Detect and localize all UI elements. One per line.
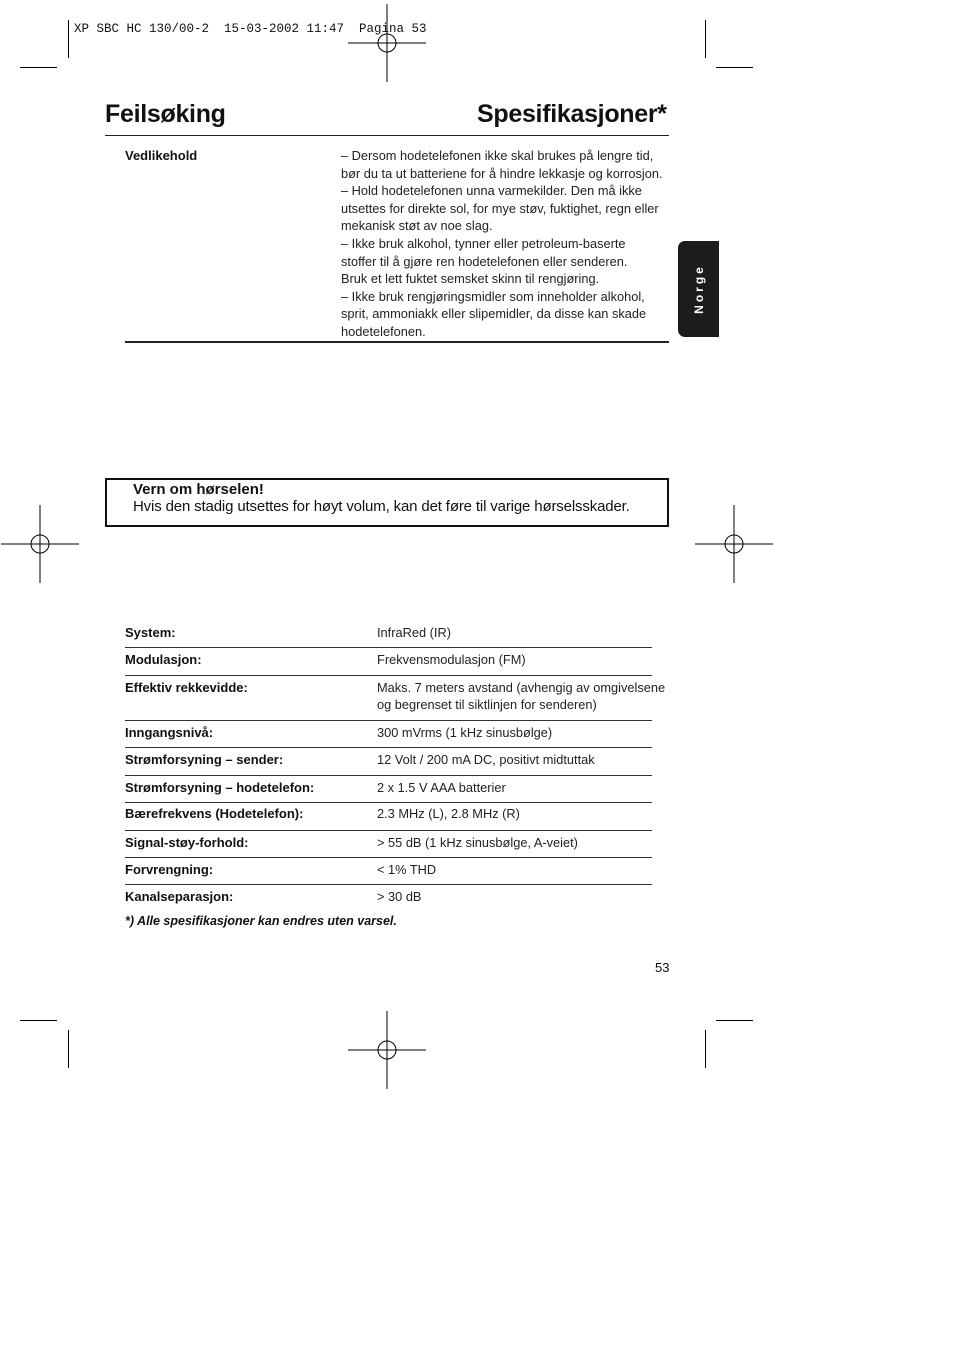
specifications-table: [125, 620, 666, 911]
spec-value: og begrenset til siktlinjen for senderen): [377, 697, 597, 712]
spec-row: [125, 776, 652, 803]
spec-value: InfraRed (IR): [377, 625, 451, 640]
spec-value: Frekvensmodulasjon (FM): [377, 652, 526, 667]
spec-value: 2.3 MHz (L), 2.8 MHz (R): [377, 806, 520, 821]
spec-label: Signal-støy-forhold:: [125, 835, 249, 850]
specifications-footnote: *) Alle spesifikasjoner kan endres uten varsel.: [125, 914, 397, 928]
maintenance-line: – Dersom hodetelefonen ikke skal brukes på lengre tid,: [341, 148, 654, 163]
registration-mark-left: [1, 505, 79, 583]
spec-label: System:: [125, 625, 176, 640]
spec-row: [125, 858, 652, 885]
warning-text: Hvis den stadig utsettes for høyt volum, kan det føre til varige hørselsskader.: [133, 498, 630, 515]
spec-row: [125, 721, 652, 748]
crop-mark: [716, 67, 753, 68]
maintenance-divider: [125, 341, 669, 343]
maintenance-line: mekanisk støt av noe slag.: [341, 218, 493, 234]
crop-mark: [20, 1020, 57, 1021]
crop-mark: [68, 20, 69, 58]
crop-mark: [68, 1030, 69, 1068]
spec-value: > 55 dB (1 kHz sinusbølge, A-veiet): [377, 835, 578, 850]
spec-value: Maks. 7 meters avstand (avhengig av omgivelsene: [377, 680, 666, 695]
side-tab-label: Norge: [691, 264, 706, 314]
spec-row: [125, 885, 652, 911]
maintenance-line: – Hold hodetelefonen unna varmekilder. Den må ikke: [341, 183, 642, 199]
page-number: 53: [655, 960, 670, 975]
maintenance-label: Vedlikehold: [125, 148, 198, 163]
spec-label: Kanalseparasjon:: [125, 889, 234, 904]
spec-label: Bærefrekvens (Hodetelefon):: [125, 806, 304, 821]
spec-value: 300 mVrms (1 kHz sinusbølge): [377, 725, 553, 740]
title-divider: [105, 135, 669, 136]
spec-row: [125, 748, 652, 776]
section-title-troubleshooting: Feilsøking: [105, 100, 226, 128]
spec-label: Forvrengning:: [125, 862, 214, 877]
warning-title: Vern om hørselen!: [133, 481, 264, 498]
maintenance-line: sprit, ammoniakk eller slipemidler, da disse kan skade: [341, 306, 647, 322]
crop-mark: [705, 1030, 706, 1068]
printer-slug: XP SBC HC 130/00-2 15-03-2002 11:47 Pagina 53: [74, 22, 427, 36]
maintenance-line: stoffer til å gjøre ren hodetelefonen eller senderen.: [341, 253, 628, 269]
maintenance-line: Bruk et lett fuktet semsket skinn til rengjøring.: [341, 271, 600, 287]
crop-mark: [20, 67, 57, 68]
spec-row: [125, 620, 652, 648]
spec-row: [125, 803, 652, 831]
crop-mark: [716, 1020, 753, 1021]
section-title-specifications: Spesifikasjoner*: [477, 100, 667, 128]
registration-mark-bottom: [348, 1011, 426, 1089]
spec-label: Strømforsyning – sender:: [125, 752, 284, 767]
spec-label: Inngangsnivå:: [125, 725, 214, 740]
registration-mark-top: [348, 4, 426, 82]
spec-row: [125, 831, 652, 858]
registration-mark-right: [695, 505, 773, 583]
maintenance-text: [341, 147, 671, 341]
maintenance-line: – Ikke bruk rengjøringsmidler som inneholder alkohol,: [341, 288, 645, 304]
spec-value: 12 Volt / 200 mA DC, positivt midtuttak: [377, 752, 595, 767]
maintenance-line: hodetelefonen.: [341, 323, 426, 339]
language-side-tab: [678, 241, 719, 337]
spec-value: < 1% THD: [377, 862, 437, 877]
maintenance-line: bør du ta ut batteriene for å hindre lekkasje og korrosjon.: [341, 165, 663, 181]
spec-value: > 30 dB: [377, 889, 422, 904]
maintenance-line: utsettes for direkte sol, for mye støv, fuktighet, regn eller: [341, 200, 659, 216]
maintenance-line: – Ikke bruk alkohol, tynner eller petroleum-baserte: [341, 235, 626, 251]
spec-label: Effektiv rekkevidde:: [125, 680, 248, 695]
spec-row: [125, 676, 666, 721]
spec-label: Strømforsyning – hodetelefon:: [125, 780, 315, 795]
spec-label: Modulasjon:: [125, 652, 202, 667]
spec-value: 2 x 1.5 V AAA batterier: [377, 780, 506, 795]
crop-mark: [705, 20, 706, 58]
spec-row: [125, 648, 652, 676]
